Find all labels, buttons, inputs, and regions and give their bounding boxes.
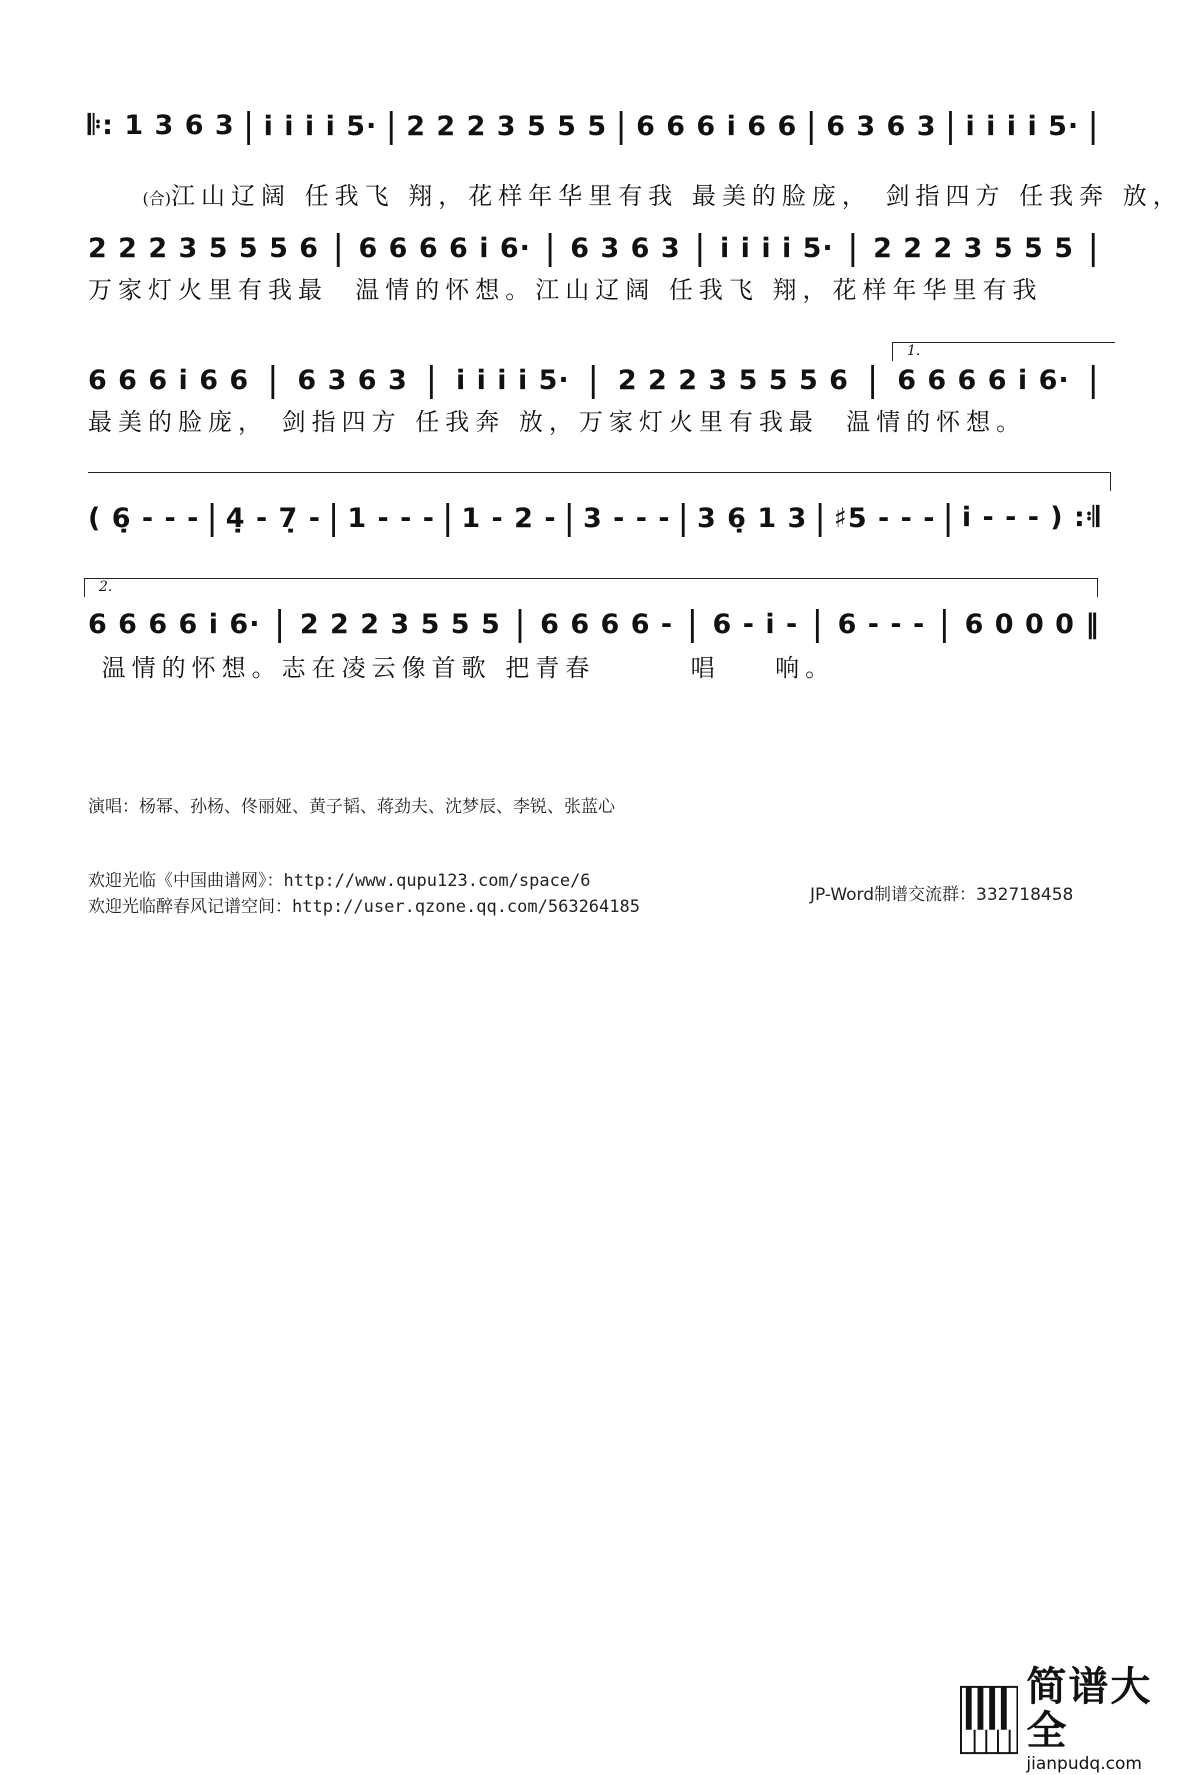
measure: 6 0 0 0 ‖ [964,608,1100,640]
lyric-line-2: 万家灯火里有我最 温情的怀想。江山辽阔 任我飞 翔，花样年华里有我 [88,276,1043,304]
measure: 6 6 6 6 i̇ 6· [88,608,261,640]
barline: | [847,228,860,268]
measure: 6 6 6 i̇ 6 6 [88,364,250,396]
lyric-text: 江山辽阔 任我飞 翔，花样年华里有我 最美的脸庞， 剑指四方 任我奔 放， [171,182,1183,210]
staff-line-5 [88,606,1100,642]
barline: | [441,498,455,538]
measure: 6 3 6 3 [570,232,681,264]
measure: 6 3 6 3 [826,110,937,142]
measure: 2 2 2 3 5 5 5 6 [617,364,849,396]
barline: | [866,360,880,400]
staff-line-3 [88,362,1100,398]
measure: 2 2 2 3 5 5 5 6 [88,232,320,264]
measure: i̇ i̇ i̇ i̇ 5· [263,110,378,142]
barline: | [206,498,219,538]
footer-qq-group: JP-Word制谱交流群：332718458 [810,885,1074,905]
jianpudq-logo[interactable] [960,1664,1190,1774]
measure: 1 - - - [347,502,435,534]
logo-title: 简谱大全 [1026,1664,1153,1754]
lyric-prefix: (合) [142,189,172,208]
barline: | [694,228,707,268]
measure: 2 2 2 3 5 5 5 [406,110,608,142]
lyric-line-1 [88,148,1183,210]
measure: 6 6 6 6 - [540,608,674,640]
volta-label: 2. [99,579,113,595]
volta-1-continuation [88,472,1111,491]
measure: 6 3 6 3 [297,364,408,396]
barline: | [1087,106,1100,146]
barline: | [327,498,341,538]
measure: ( 6̣ - - - [88,502,200,534]
staff-line-4 [88,500,1100,536]
barline: | [587,360,600,400]
volta-2-bracket [84,578,1098,597]
measure: 3 6̣ 1 3 [696,502,808,534]
measure: i̇ i̇ i̇ i̇ 5· [455,364,570,396]
footer-link-qupu[interactable]: 欢迎光临《中国曲谱网》：http://www.qupu123.com/space/6 [88,871,591,891]
barline: | [544,228,557,268]
staff-line-1 [88,108,1100,144]
measure: 𝄆: 1 3 6 3 [88,110,235,141]
measure: ♯5 - - - [833,502,936,534]
barline: | [938,604,952,644]
footer-link-qzone[interactable]: 欢迎光临醉春风记谱空间：http://user.qzone.qq.com/563264185 [88,897,640,917]
singers-credit: 演唱：杨幂、孙杨、佟丽娅、黄子韬、蒋劲夫、沈梦辰、李锐、张蓝心 [88,797,615,817]
barline: | [686,604,700,644]
barline: | [811,604,825,644]
measure: 4̣ - 7̣ - [225,502,321,534]
barline: | [944,106,958,146]
volta-1-bracket [892,342,1115,361]
barline: | [332,228,346,268]
barline: | [942,498,955,538]
measure: 6 6 6 6 i̇ 6· [358,232,531,264]
barline: | [273,604,287,644]
measure: 1 - 2 - [461,502,557,534]
lyric-line-3: 最美的脸庞， 剑指四方 任我奔 放，万家灯火里有我最 温情的怀想。 [88,408,1027,436]
measure: 6 6 6 i̇ 6 6 [636,110,798,142]
measure: i̇ - - - ) :𝄇 [961,502,1100,533]
lyric-line-5: 温情的怀想。志在凌云像首歌 把青春 唱 响。 [88,654,836,682]
barline: | [425,360,439,400]
piano-icon [960,1685,1018,1755]
barline: | [615,106,628,146]
measure: i̇ i̇ i̇ i̇ 5· [720,232,834,264]
barline: | [677,498,691,538]
measure: 3 - - - [582,502,671,534]
barline: | [1087,360,1100,400]
staff-line-2 [88,230,1100,266]
logo-url: jianpudq.com [1026,1754,1142,1774]
barline: | [805,106,818,146]
barline: | [385,106,398,146]
barline: | [563,498,576,538]
barline: | [814,498,827,538]
measure: 6 6 6 6 i̇ 6· [897,364,1070,396]
barline: | [267,360,280,400]
measure: 6 - i̇ - [712,608,799,640]
measure: 2 2 2 3 5 5 5 [299,608,501,640]
measure: 2 2 2 3 5 5 5 [873,232,1074,264]
barline: | [242,106,256,146]
measure: i̇ i̇ i̇ i̇ 5· [965,110,1080,142]
volta-label: 1. [907,343,921,359]
measure: 6 - - - [837,608,926,640]
barline: | [514,604,527,644]
barline: | [1087,228,1100,268]
